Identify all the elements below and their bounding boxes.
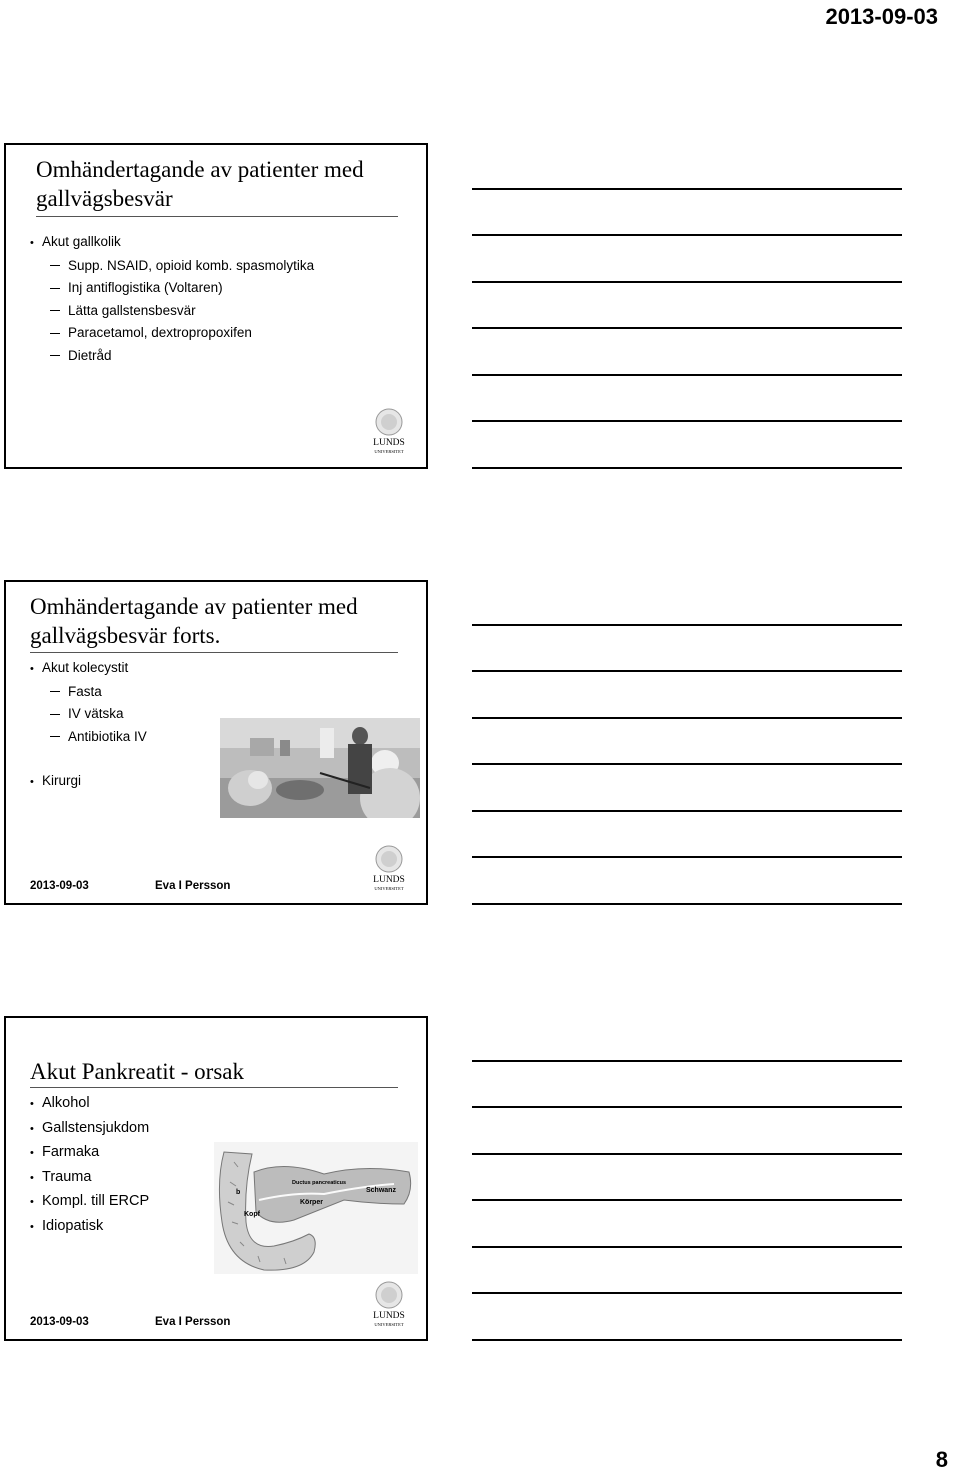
note-line <box>472 1246 902 1248</box>
slide-3 <box>4 1016 428 1341</box>
svg-text:UNIVERSITET: UNIVERSITET <box>374 449 404 454</box>
title-line: gallvägsbesvär forts. <box>30 623 221 648</box>
bullet-item: • Gallstensjukdom <box>30 1117 416 1142</box>
note-line <box>472 1199 902 1201</box>
svg-text:UNIVERSITET: UNIVERSITET <box>374 1322 404 1327</box>
slide-1 <box>4 143 428 469</box>
lunds-universitet-logo <box>368 844 410 892</box>
sub-bullet-item: Inj antiflogistika (Voltaren) <box>30 277 416 300</box>
bullet-item: • Farmaka <box>30 1141 416 1166</box>
note-line <box>472 467 902 469</box>
slide-title: Akut Pankreatit - orsak <box>30 1059 244 1084</box>
bullet-item: • Akut gallkolik <box>30 231 416 255</box>
footer-date: 2013-09-03 <box>30 880 89 892</box>
title-line: Omhändertagande av patienter med <box>30 594 358 619</box>
lunds-universitet-logo <box>368 407 410 455</box>
title-rule <box>30 1087 398 1088</box>
svg-text:LUNDS: LUNDS <box>373 875 405 885</box>
note-line <box>472 420 902 422</box>
title-rule <box>36 216 398 217</box>
sub-bullet-item: Antibiotika IV <box>30 726 416 749</box>
page-number: 8 <box>935 1447 948 1472</box>
lunds-universitet-logo <box>368 1280 410 1328</box>
note-line <box>472 856 902 858</box>
sub-bullet-item: Paracetamol, dextropropoxifen <box>30 322 416 345</box>
note-line <box>472 903 902 905</box>
title-line: gallvägsbesvär <box>36 186 173 211</box>
bullet-list <box>30 231 416 367</box>
note-line <box>472 717 902 719</box>
label-koerper: Körper <box>300 1199 323 1206</box>
note-line <box>472 1106 902 1108</box>
bullet-item: • Idiopatisk <box>30 1215 416 1240</box>
label-ductus: Ductus pancreaticus <box>292 1180 347 1186</box>
bullet-item: • Alkohol <box>30 1092 416 1117</box>
note-line <box>472 810 902 812</box>
note-line <box>472 1153 902 1155</box>
note-line <box>472 374 902 376</box>
svg-text:UNIVERSITET: UNIVERSITET <box>374 886 404 891</box>
page-date: 2013-09-03 <box>825 4 938 29</box>
label-b: b <box>236 1189 241 1196</box>
sub-bullet-item: Dietråd <box>30 345 416 368</box>
label-schwanz: Schwanz <box>366 1187 396 1194</box>
label-kopf: Kopf <box>244 1211 260 1218</box>
slide-2 <box>4 580 428 905</box>
note-line <box>472 1060 902 1062</box>
sub-bullet-item: Fasta <box>30 681 416 704</box>
note-line <box>472 670 902 672</box>
svg-text:LUNDS: LUNDS <box>373 1311 405 1321</box>
bullet-item: • Trauma <box>30 1166 416 1191</box>
slide-title <box>36 155 398 213</box>
slide-title <box>30 592 398 650</box>
title-rule <box>30 652 398 653</box>
title-line: Omhändertagande av patienter med <box>36 157 364 182</box>
pancreas-diagram <box>214 1142 418 1274</box>
footer-date: 2013-09-03 <box>30 1316 89 1328</box>
note-line <box>472 327 902 329</box>
sub-bullet-item: Lätta gallstensbesvär <box>30 300 416 323</box>
note-line <box>472 1292 902 1294</box>
surgery-photo <box>220 718 420 818</box>
sub-bullet-item: Supp. NSAID, opioid komb. spasmolytika <box>30 255 416 278</box>
note-line <box>472 763 902 765</box>
footer-author: Eva I Persson <box>155 880 231 892</box>
bullet-item: • Akut kolecystit <box>30 657 416 681</box>
sub-bullet-item: IV vätska <box>30 703 416 726</box>
note-line <box>472 624 902 626</box>
svg-text:LUNDS: LUNDS <box>373 438 405 448</box>
bullet-item: • Kompl. till ERCP <box>30 1190 416 1215</box>
note-line <box>472 234 902 236</box>
footer-author: Eva I Persson <box>155 1316 231 1328</box>
note-line <box>472 1339 902 1341</box>
note-line <box>472 281 902 283</box>
bullet-item: • Kirurgi <box>30 770 416 794</box>
note-line <box>472 188 902 190</box>
